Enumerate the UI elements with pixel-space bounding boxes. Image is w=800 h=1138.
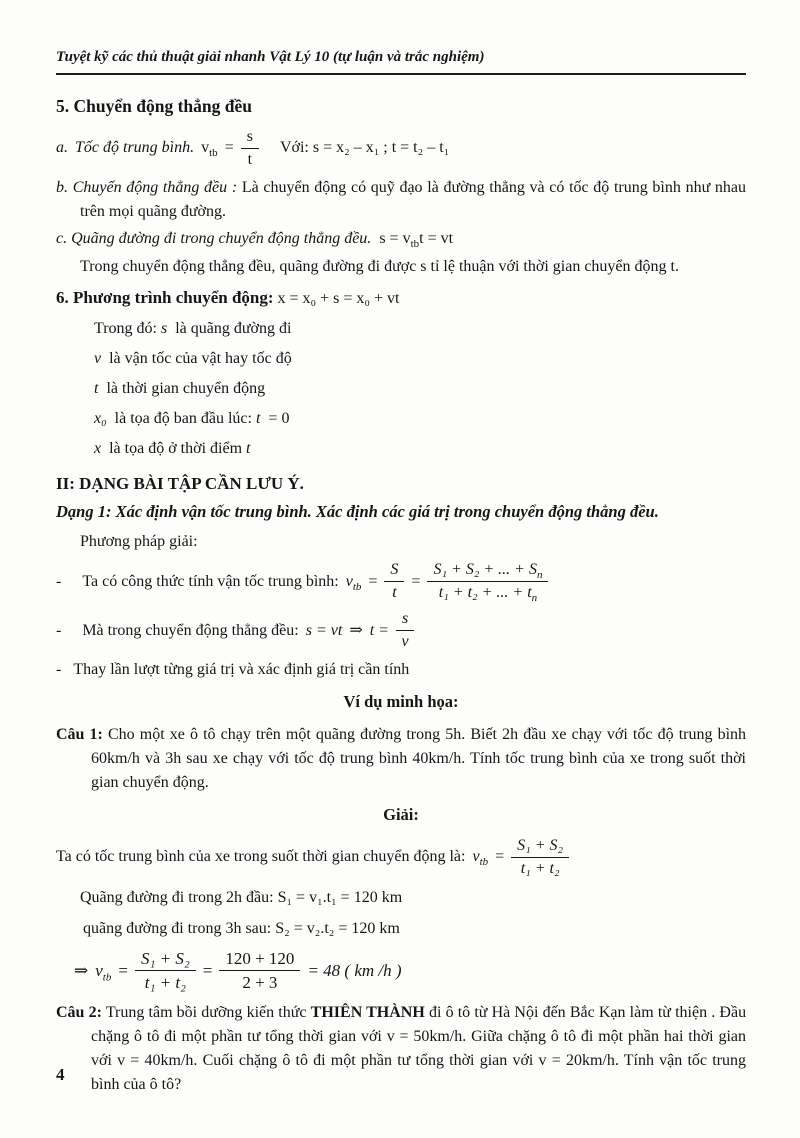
section6-heading: 6. Phương trình chuyển động: (56, 287, 274, 307)
solution-heading: Giải: (383, 804, 419, 824)
def-x-var: x (94, 439, 102, 457)
fraction-numerator: s (396, 609, 414, 631)
fraction-denominator: t₁ + t₂ (144, 972, 186, 992)
item-c-formula: $s = v_{tb}t$ = vt (379, 229, 454, 250)
fraction-S-over-t (384, 560, 404, 603)
def-s (94, 317, 746, 341)
problem-1 (56, 723, 746, 795)
problem-2-label: Câu 2: (56, 1004, 102, 1021)
problem-1-label: Câu 1: (56, 725, 103, 743)
bullet-3 (56, 658, 746, 682)
fraction-numerator: S₁ + S₂ (135, 948, 196, 971)
item-a-rest: Với: s = x₂ – x₁ ; t = t₂ – t₁ (279, 139, 450, 157)
fraction-denominator: v (401, 633, 409, 650)
bullet-1-dash: - (56, 572, 62, 590)
def-s-text: là quãng đường đi (175, 319, 292, 337)
def-x-var2: t (246, 439, 251, 457)
item-b (56, 176, 746, 224)
equals-sign: = (224, 139, 234, 157)
item-b-label: b. (56, 178, 68, 196)
bullet-2 (56, 609, 746, 652)
def-v-var: v (94, 349, 102, 367)
equals-sign: = (118, 960, 128, 980)
bullet-1 (56, 560, 746, 603)
distance-line-1-label: Quãng đường đi trong 2h đầu: (80, 888, 274, 906)
final-formula (74, 948, 746, 994)
def-v-text: là vận tốc của vật hay tốc độ (109, 349, 292, 367)
def-v (94, 347, 746, 371)
running-header: Tuyệt kỹ các thủ thuật giải nhanh Vật Lý 10 (tự luận và trắc nghiệm) (56, 46, 746, 75)
def-t-text: là thời gian chuyển động (106, 379, 266, 397)
def-x0-text: là tọa độ ban đầu lúc: (114, 409, 252, 427)
item-c-lead: Quãng đường đi trong chuyển động thẳng đều. (71, 229, 372, 247)
bullet-3-text: Thay lần lượt từng giá trị và xác định giá trị cần tính (73, 661, 410, 678)
example-heading: Ví dụ minh họa: (343, 692, 459, 711)
final-result: = 48 ( km /h ) (307, 960, 402, 980)
def-x0 (94, 407, 746, 431)
fraction-denominator: t₁ + t₂ + ... + $t_n$ (438, 584, 538, 605)
def-x (94, 437, 746, 461)
fraction-S1S2-over-t1t2 (135, 948, 196, 994)
fraction-S1S2-over-t1t2 (511, 836, 569, 879)
item-a-label: a. (56, 139, 68, 157)
def-t (94, 377, 746, 401)
section6-formula: x = x₀ + s = x₀ + vt (277, 289, 400, 307)
bullet-2-text: Mà trong chuyển động thẳng đều: (82, 621, 299, 639)
fraction-denominator: 2 + 3 (242, 972, 278, 992)
equation-t-equals: t = (369, 621, 389, 639)
problem-2-text-1: Trung tâm bồi dưỡng kiến thức (105, 1004, 307, 1021)
equals-sign: = (368, 572, 378, 590)
def-intro: Trong đó: (94, 319, 157, 337)
equation-s-vt: s = vt (305, 621, 343, 639)
problem-1-text: Cho một xe ô tô chạy trên một quãng đường trong 5h. Biết 2h đầu xe chạy với tốc độ trung bình 60km/h và 3h sau xe chạy với tốc độ trung bình 40km/h. Tính tốc trung bình của xe trong suốt thời gian chuyển động. (91, 725, 747, 791)
equals-sign: = (202, 960, 213, 980)
fraction-denominator: t (392, 584, 397, 601)
equals-sign: = (411, 572, 421, 590)
fraction-s-over-t (241, 127, 259, 170)
def-t-var: t (94, 379, 99, 397)
implies-arrow: ⇒ (349, 621, 363, 639)
fraction-numerator: s (241, 127, 259, 149)
bullet-2-dash: - (56, 621, 62, 639)
implies-arrow: ⇒ (74, 960, 89, 980)
fraction-sum-S-over-sum-t (427, 560, 548, 603)
solution-intro-line (56, 836, 746, 879)
distance-line-2 (83, 917, 746, 941)
bullet-3-dash: - (56, 661, 62, 678)
vtb-symbol: $v_{tb}$ (472, 848, 489, 869)
part2-heading: II: DẠNG BÀI TẬP CẦN LƯU Ý. (56, 473, 304, 493)
fraction-denominator: t (247, 150, 253, 168)
distance-line-1 (80, 886, 746, 910)
def-x0-text2: = 0 (268, 409, 290, 427)
fraction-numerator: S₁ + S₂ + ... + $S_n$ (427, 560, 548, 582)
item-a-lead: Tốc độ trung bình. (75, 139, 195, 157)
def-x-text: là tọa độ ở thời điểm (109, 439, 243, 457)
distance-line-2-label: quãng đường đi trong 3h sau: (83, 919, 272, 937)
vtb-symbol: $v_{tb}$ (345, 572, 362, 593)
fraction-numerator: S₁ + S₂ (511, 836, 569, 858)
section5-heading: 5. Chuyển động thẳng đều (56, 95, 252, 116)
solution-intro-text: Ta có tốc trung bình của xe trong suốt thời gian chuyển động là: (56, 848, 466, 865)
item-b-text: Là chuyển động có quỹ đạo là đường thẳng và có tốc độ trung bình như nhau trên mọi quãng đường. (80, 178, 747, 220)
fraction-denominator: t₁ + t₂ (520, 859, 560, 877)
problem-2-bold-name: THIÊN THÀNH (310, 1004, 425, 1021)
bullet-1-text: Ta có công thức tính vận tốc trung bình: (82, 572, 339, 590)
item-c-label: c. (56, 229, 68, 247)
item-c (56, 227, 746, 251)
distance-line-1-value: S₁ = v₁.t₁ = 120 km (277, 888, 403, 906)
def-x0-var2: t (255, 409, 261, 427)
vtb-symbol: $v_{tb}$ (95, 960, 112, 983)
item-a (56, 127, 746, 170)
vtb-symbol: $v_{tb}$ (201, 139, 218, 160)
dang1-heading: Dạng 1: Xác định vận tốc trung bình. Xác định các giá trị trong chuyển động thẳng đều. (56, 502, 659, 522)
page-number: 4 (56, 1065, 65, 1084)
section6-line (56, 285, 746, 311)
fraction-120120-over-23 (219, 948, 300, 994)
def-x0-var: x₀ (94, 409, 107, 427)
problem-2-text-2: đi ô tô từ Hà Nội đến Bắc Kạn làm từ thiện . Đầu chặng ô tô đi một phần tư tổng thời gian với v = 50km/h. Giữa chặng ô tô đi một phần hai thời gian với v = 40km/h. Cuối chặng ô tô đi một phần tư tổng thời gian với v = 20km/h. Tính vận tốc trung bình của ô tô? (91, 1004, 747, 1093)
item-c-note: Trong chuyển động thẳng đều, quãng đường đi được s tỉ lệ thuận với thời gian chuyển động t. (80, 257, 679, 275)
fraction-numerator: 120 + 120 (219, 948, 300, 971)
item-b-lead: Chuyển động thẳng đều : (72, 178, 238, 196)
distance-line-2-value: S₂ = v₂.t₂ = 120 km (275, 919, 400, 937)
def-s-var: s (160, 319, 168, 337)
fraction-s-over-v (396, 609, 414, 652)
fraction-numerator: S (384, 560, 404, 582)
method-label: Phương pháp giải: (80, 533, 198, 550)
problem-2 (56, 1001, 746, 1097)
equals-sign: = (495, 848, 505, 865)
